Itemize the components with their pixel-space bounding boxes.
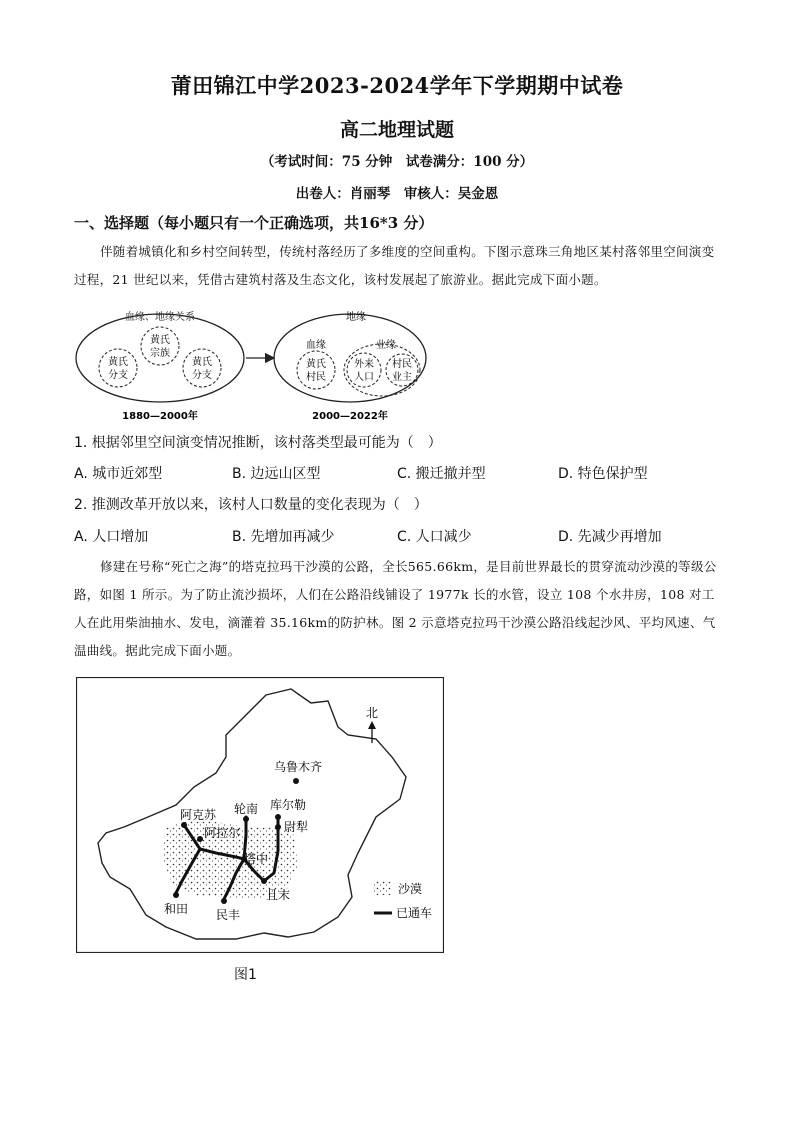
q1-option-d[interactable]: D. 特色保护型 bbox=[558, 466, 648, 482]
right-outer-ellipse bbox=[274, 314, 426, 402]
clan-label-1: 黄氏 bbox=[150, 335, 170, 346]
exam-info: （考试时间：75 分钟 试卷满分：100 分） bbox=[260, 154, 534, 170]
city-qiemo: 且末 bbox=[265, 888, 291, 902]
inner-left-label: 血缘 bbox=[306, 340, 326, 351]
section-heading: 一、选择题（每小题只有一个正确选项，共16*3 分） bbox=[74, 214, 434, 232]
legend-desert-label: 沙漠 bbox=[398, 882, 423, 896]
figure-1-caption: 图1 bbox=[234, 967, 257, 983]
q1-option-c[interactable]: C. 搬迁撤并型 bbox=[397, 466, 486, 482]
city-urumqi: 乌鲁木齐 bbox=[273, 760, 323, 774]
clan-circle bbox=[141, 327, 179, 365]
exam-subtitle: 高二地理试题 bbox=[339, 119, 454, 141]
svg-text:黄氏: 黄氏 bbox=[192, 357, 212, 368]
svg-text:分支: 分支 bbox=[108, 370, 128, 381]
village-evolution-diagram bbox=[74, 308, 434, 424]
exam-authors: 出卷人：肖丽琴 审核人：吴金恩 bbox=[295, 186, 499, 202]
legend-desert-swatch bbox=[374, 881, 392, 895]
q1-option-b[interactable]: B. 边远山区型 bbox=[232, 466, 321, 482]
question-2-stem: 2. 推测改革开放以来，该村人口数量的变化表现为（ ） bbox=[74, 497, 428, 513]
city-hotan: 和田 bbox=[163, 902, 189, 916]
right-top-label: 地缘 bbox=[346, 312, 366, 323]
city-aksu: 阿克苏 bbox=[179, 808, 217, 822]
passage-1: 伴随着城镇化和乡村空间转型，传统村落经历了多维度的空间重构。下图示意珠三角地区某村落邻里空间演变过程，21 世纪以来，凭借古建筑村落及生态文化，该村发展起了旅游业。据此完成下面小题。 bbox=[74, 244, 715, 287]
industry-ellipse bbox=[344, 344, 420, 396]
right-period: 2000—2022年 bbox=[312, 411, 388, 422]
city-minfeng: 民丰 bbox=[215, 908, 241, 922]
svg-text:人口: 人口 bbox=[354, 372, 374, 383]
clan-label-2: 宗族 bbox=[150, 348, 170, 359]
city-tazhong: 塔中 bbox=[243, 852, 269, 866]
q2-option-a[interactable]: A. 人口增加 bbox=[74, 529, 149, 545]
svg-text:村民: 村民 bbox=[306, 372, 326, 383]
q2-option-b[interactable]: B. 先增加再减少 bbox=[232, 529, 335, 545]
exam-title: 莆田锦江中学2023-2024学年下学期期中试卷 bbox=[170, 73, 624, 98]
branch-circle-right bbox=[183, 349, 221, 387]
city-luntai: 轮南 bbox=[233, 802, 259, 816]
north-label: 北 bbox=[365, 706, 379, 720]
question-1-stem: 1. 根据邻里空间演变情况推断，该村落类型最可能为（ ） bbox=[74, 435, 442, 451]
q1-option-a[interactable]: A. 城市近郊型 bbox=[74, 466, 163, 482]
svg-text:黄氏: 黄氏 bbox=[306, 359, 326, 370]
map-frame bbox=[77, 678, 444, 953]
branch-circle-left bbox=[99, 349, 137, 387]
q2-option-d[interactable]: D. 先减少再增加 bbox=[558, 529, 662, 545]
svg-text:村民: 村民 bbox=[392, 359, 412, 370]
passage-2: 修建在号称“死亡之海”的塔克拉玛干沙漠的公路，全长565.66km，是目前世界最长的贯穿流动沙漠的等级公路，如图 1 所示。为了防止流沙损坏，人们在公路沿线铺设了 1977k 长的水管，设立 108 个水井房，108 对工人在此用柴油抽水、发电，滴灌着 35.16km的防护林。图 2 示意塔克拉玛干沙漠公路沿线起沙风、平均风速、气温曲线。据此完成下面小题。 bbox=[74, 559, 717, 658]
svg-text:外来: 外来 bbox=[354, 359, 374, 370]
xinjiang-desert-road-map bbox=[76, 677, 444, 953]
inner-right-label: 业缘 bbox=[376, 340, 396, 351]
svg-text:黄氏: 黄氏 bbox=[108, 357, 128, 368]
left-period: 1880—2000年 bbox=[122, 411, 198, 422]
svg-text:业主: 业主 bbox=[392, 372, 412, 383]
city-korla: 库尔勒 bbox=[269, 798, 307, 812]
city-aral: 阿拉尔 bbox=[203, 826, 241, 840]
city-yuli: 尉犁 bbox=[283, 820, 309, 834]
left-top-label: 血缘、地缘关系 bbox=[125, 312, 195, 323]
q2-option-c[interactable]: C. 人口减少 bbox=[397, 529, 472, 545]
svg-text:分支: 分支 bbox=[192, 370, 212, 381]
legend-road-label: 已通车 bbox=[396, 906, 433, 920]
